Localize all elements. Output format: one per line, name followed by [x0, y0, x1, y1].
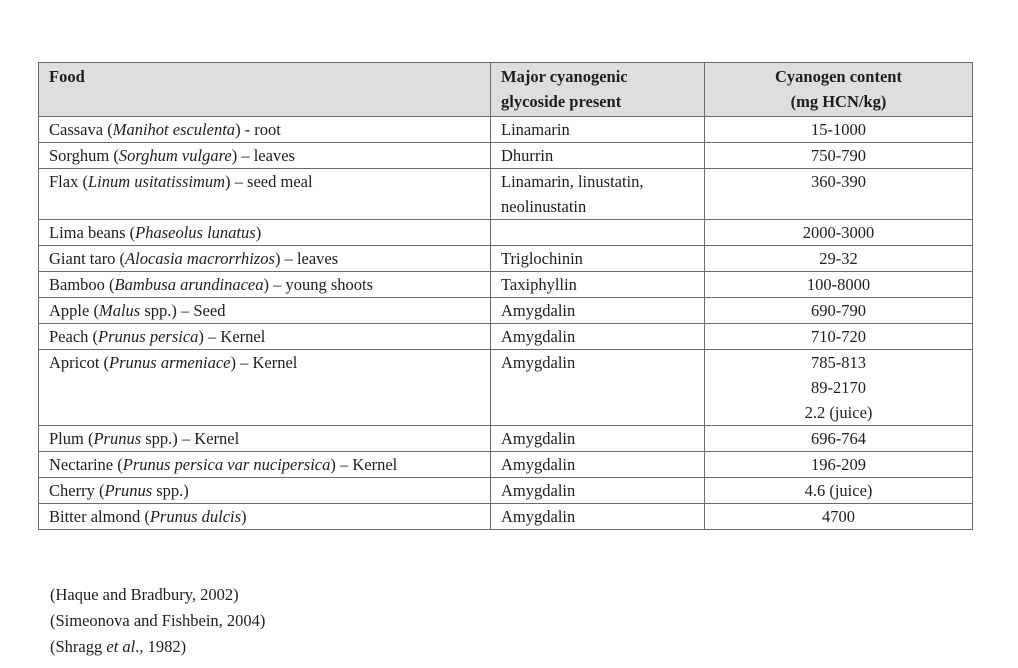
header-content	[705, 63, 973, 117]
food-sci: Bambusa arundinacea	[114, 275, 264, 294]
glycoside-line: Linamarin, linustatin,	[501, 172, 644, 191]
header-glycoside-line2: glycoside present	[501, 92, 622, 111]
glycoside-cell	[491, 143, 705, 169]
content-line: 750-790	[811, 146, 866, 165]
food-post: )	[255, 223, 262, 242]
glycoside-line: Dhurrin	[501, 146, 554, 165]
content-line: 4700	[822, 507, 855, 526]
food-pre: Flax (	[49, 172, 88, 191]
table-row	[39, 452, 973, 478]
glycoside-cell	[491, 426, 705, 452]
content-line: 696-764	[811, 429, 866, 448]
food-sci: Prunus persica var nucipersica	[122, 455, 331, 474]
food-sci: Malus	[98, 301, 141, 320]
glycoside-cell	[491, 298, 705, 324]
food-cell	[39, 452, 491, 478]
content-cell	[705, 350, 973, 426]
source-item: (Shragg et al., 1982)	[50, 637, 187, 656]
content-line: 4.6 (juice)	[804, 481, 873, 500]
content-cell	[705, 246, 973, 272]
content-cell	[705, 169, 973, 220]
food-cell	[39, 298, 491, 324]
food-cell	[39, 117, 491, 143]
content-cell	[705, 220, 973, 246]
food-pre: Lima beans (	[49, 223, 136, 242]
content-cell	[705, 272, 973, 298]
glycoside-cell	[491, 504, 705, 530]
food-cell	[39, 272, 491, 298]
glycoside-cell	[491, 169, 705, 220]
content-cell	[705, 452, 973, 478]
glycoside-cell	[491, 272, 705, 298]
content-line: 2.2 (juice)	[804, 403, 873, 422]
table-header-row	[39, 63, 973, 117]
sources-list	[50, 582, 265, 660]
food-pre: Cassava (	[49, 120, 113, 139]
glycoside-line: Amygdalin	[501, 353, 576, 372]
glycoside-line: Amygdalin	[501, 301, 576, 320]
glycoside-line: Taxiphyllin	[501, 275, 577, 294]
table-row	[39, 117, 973, 143]
table-row	[39, 169, 973, 220]
glycoside-cell	[491, 324, 705, 350]
content-line: 360-390	[811, 172, 866, 191]
glycoside-cell	[491, 350, 705, 426]
food-pre: Cherry (	[49, 481, 105, 500]
glycoside-cell	[491, 478, 705, 504]
glycoside-line: Amygdalin	[501, 327, 576, 346]
content-line: 785-813	[811, 353, 866, 372]
table-row	[39, 350, 973, 426]
content-cell	[705, 504, 973, 530]
glycoside-cell	[491, 452, 705, 478]
glycoside-line: Amygdalin	[501, 429, 576, 448]
food-cell	[39, 169, 491, 220]
content-line: 690-790	[811, 301, 866, 320]
food-sci: Phaseolus lunatus	[135, 223, 256, 242]
table-row	[39, 504, 973, 530]
food-post: ) – young shoots	[263, 275, 374, 294]
content-line: 2000-3000	[802, 223, 875, 242]
food-sci: Prunus persica	[98, 327, 199, 346]
content-line: 89-2170	[811, 378, 866, 397]
table-row	[39, 324, 973, 350]
content-cell	[705, 143, 973, 169]
food-pre: Apple (	[49, 301, 99, 320]
glycoside-line: Triglochinin	[501, 249, 583, 268]
food-cell	[39, 220, 491, 246]
food-sci: Prunus	[104, 481, 153, 500]
food-post: ) – leaves	[231, 146, 295, 165]
header-content-line2: (mg HCN/kg)	[790, 92, 887, 111]
food-cell	[39, 426, 491, 452]
glycoside-line: Linamarin	[501, 120, 570, 139]
food-post: ) – Kernel	[198, 327, 266, 346]
food-sci: Prunus armeniace	[109, 353, 231, 372]
content-cell	[705, 324, 973, 350]
food-pre: Apricot (	[49, 353, 110, 372]
food-cell	[39, 324, 491, 350]
food-post: ) – Kernel	[230, 353, 298, 372]
table-row	[39, 220, 973, 246]
food-post: ) – seed meal	[225, 172, 313, 191]
glycoside-line: neolinustatin	[501, 197, 587, 216]
food-post: spp.) – Kernel	[141, 429, 240, 448]
content-line: 15-1000	[811, 120, 866, 139]
glycoside-cell	[491, 117, 705, 143]
glycoside-cell	[491, 246, 705, 272]
glycoside-line: Amygdalin	[501, 481, 576, 500]
food-post: spp.)	[152, 481, 189, 500]
food-pre: Nectarine (	[49, 455, 123, 474]
food-sci: Linum usitatissimum	[87, 172, 226, 191]
food-sci: Alocasia macrorrhizos	[125, 249, 275, 268]
food-pre: Sorghum (	[49, 146, 119, 165]
content-line: 710-720	[811, 327, 866, 346]
source-item: (Haque and Bradbury, 2002)	[50, 585, 239, 604]
food-sci: Manihot esculenta	[112, 120, 236, 139]
food-sci: Sorghum vulgare	[118, 146, 232, 165]
header-glycoside-line1: Major cyanogenic	[501, 67, 628, 86]
table-row	[39, 298, 973, 324]
table-row	[39, 426, 973, 452]
food-post: ) – leaves	[274, 249, 339, 268]
food-pre: Bitter almond (	[49, 507, 150, 526]
food-cell	[39, 478, 491, 504]
food-sci: Prunus dulcis	[149, 507, 242, 526]
food-post: )	[241, 507, 247, 526]
header-glycoside	[491, 63, 705, 117]
table-row	[39, 143, 973, 169]
food-cell	[39, 246, 491, 272]
content-line: 100-8000	[806, 275, 871, 294]
content-cell	[705, 478, 973, 504]
content-cell	[705, 426, 973, 452]
content-line: 196-209	[811, 455, 866, 474]
food-pre: Giant taro (	[49, 249, 126, 268]
table-row	[39, 272, 973, 298]
food-sci: Prunus	[93, 429, 142, 448]
glycoside-cell	[491, 220, 705, 246]
food-cell	[39, 350, 491, 426]
food-post: spp.) – Seed	[140, 301, 226, 320]
content-cell	[705, 117, 973, 143]
glycoside-line: Amygdalin	[501, 455, 576, 474]
food-pre: Peach (	[49, 327, 99, 346]
content-line: 29-32	[819, 249, 858, 268]
table-body	[39, 117, 973, 530]
cyanogen-table	[38, 62, 973, 530]
table-row	[39, 478, 973, 504]
glycoside-line: Amygdalin	[501, 507, 576, 526]
food-pre: Bamboo (	[49, 275, 115, 294]
food-cell	[39, 504, 491, 530]
food-post: ) – Kernel	[330, 455, 398, 474]
header-food: Food	[39, 63, 491, 117]
header-content-line1: Cyanogen content	[775, 67, 902, 86]
food-cell	[39, 143, 491, 169]
food-pre: Plum (	[49, 429, 94, 448]
content-cell	[705, 298, 973, 324]
table-row	[39, 246, 973, 272]
food-post: ) - root	[235, 120, 281, 139]
source-item: (Simeonova and Fishbein, 2004)	[50, 611, 266, 630]
